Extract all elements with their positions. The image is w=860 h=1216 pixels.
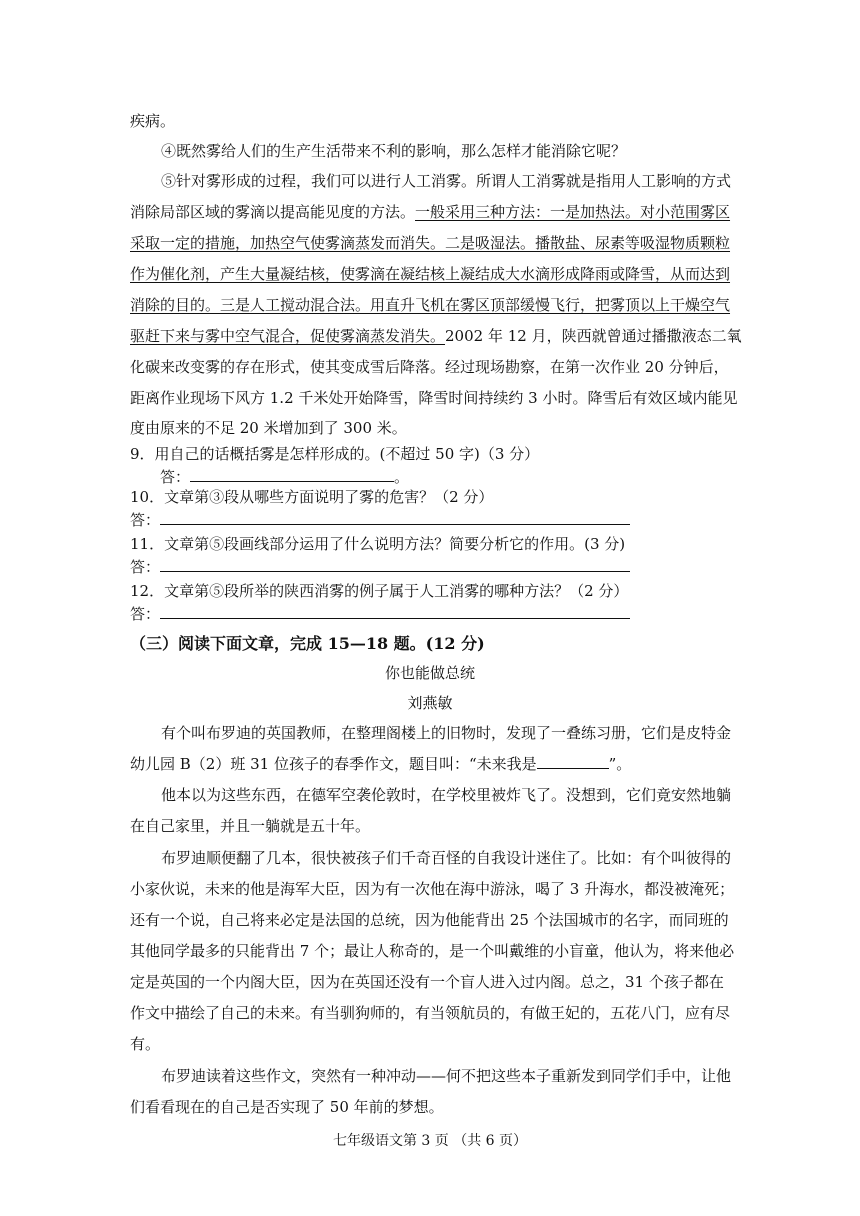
answer-label: 答： bbox=[130, 511, 161, 529]
story-para-3-line-6: 作文中描绘了自己的未来。有当驯狗师的，有当领航员的，有做王妃的，五花八门，应有尽 bbox=[130, 1004, 731, 1022]
answer-label: 答： bbox=[130, 605, 161, 623]
answer-label: 答： bbox=[160, 468, 191, 486]
page-footer: 七年级语文第 3 页 （共 6 页） bbox=[332, 1133, 528, 1149]
answer-blank[interactable] bbox=[160, 510, 630, 525]
question-10-answer bbox=[130, 510, 630, 530]
underlined-passage-line-4: 作为催化剂，产生大量凝结核，使雾滴在凝结核上凝结成大水滴形成降雨或降雪，从而达到 bbox=[130, 265, 731, 283]
story-para-3-line-5: 定是英国的一个内阁大臣，因为在英国还没有一个盲人进入过内阁。总之，31 个孩子都在 bbox=[130, 973, 724, 991]
question-11: 11．文章第⑤段画线部分运用了什么说明方法？简要分析它的作用。(3 分) bbox=[130, 535, 626, 553]
story-para-3-line-3: 还有一个说，自己将来必定是法国的总统，因为他能背出 25 个法国城市的名字，而同班的 bbox=[130, 911, 729, 929]
title-fill-blank[interactable] bbox=[537, 754, 609, 769]
section-3-heading: （三）阅读下面文章，完成 15—18 题。(12 分) bbox=[130, 634, 485, 653]
paragraph-5-line-2 bbox=[130, 202, 730, 222]
story-para-4-line-1: 布罗迪读着这些作文，突然有一种冲动——何不把这些本子重新发到同学们手中，让他 bbox=[161, 1067, 732, 1085]
question-9-answer bbox=[160, 467, 409, 487]
story-para-3-line-7: 有。 bbox=[130, 1035, 161, 1053]
story-para-1-line-2 bbox=[130, 754, 631, 774]
answer-label: 答： bbox=[130, 558, 161, 576]
story-para-1-text: 幼儿园 B（2）班 31 位孩子的春季作文，题目叫：“未来我是 bbox=[130, 755, 537, 773]
story-para-4-line-2: 们看看现在的自己是否实现了 50 年前的梦想。 bbox=[130, 1098, 444, 1116]
question-12: 12．文章第⑤段所举的陕西消雾的例子属于人工消雾的哪种方法？（2 分） bbox=[130, 582, 629, 600]
story-para-1-quote-end: ”。 bbox=[608, 755, 632, 773]
paragraph-5-line-6-plain: 2002 年 12 月，陕西就曾通过播撒液态二氧 bbox=[445, 327, 742, 345]
question-9: 9．用自己的话概括雾是怎样形成的。(不超过 50 字)（3 分） bbox=[130, 445, 540, 463]
paragraph-5-line-8: 距离作业现场下风方 1.2 千米处开始降雪，降雪时间持续约 3 小时。降雪后有效区域内能见 bbox=[130, 389, 738, 407]
question-12-answer bbox=[130, 604, 630, 624]
paragraph-5-line-2-plain: 消除局部区域的雾滴以提高能见度的方法。 bbox=[130, 203, 416, 221]
story-para-2-line-1: 他本以为这些东西，在德军空袭伦敦时，在学校里被炸飞了。没想到，它们竟安然地躺 bbox=[161, 786, 732, 804]
story-para-2-line-2: 在自己家里，并且一躺就是五十年。 bbox=[130, 817, 371, 835]
paragraph-5-line-6 bbox=[130, 326, 742, 346]
paragraph-5-line-7: 化碳来改变雾的存在形式，使其变成雪后降落。经过现场勘察，在第一次作业 20 分钟后， bbox=[130, 358, 729, 376]
question-11-answer bbox=[130, 557, 630, 577]
question-10: 10．文章第③段从哪些方面说明了雾的危害？（2 分） bbox=[130, 488, 494, 506]
underlined-passage-end: 驱赶下来与雾中空气混合，促使雾滴蒸发消失。 bbox=[130, 327, 446, 345]
answer-end-mark: 。 bbox=[394, 468, 410, 486]
underlined-passage-start: 一般采用三种方法：一是加热法。对小范围雾区 bbox=[415, 203, 731, 221]
article-title: 你也能做总统 bbox=[384, 664, 475, 682]
story-para-3-line-4: 其他同学最多的只能背出 7 个；最让人称奇的，是一个叫戴维的小盲童，他认为，将来他必 bbox=[130, 942, 735, 960]
paragraph-3-end: 疾病。 bbox=[130, 112, 176, 130]
answer-blank[interactable] bbox=[160, 557, 630, 572]
answer-blank[interactable] bbox=[160, 604, 630, 619]
story-para-3-line-1: 布罗迪顺便翻了几本，很快被孩子们千奇百怪的自我设计迷住了。比如：有个叫彼得的 bbox=[161, 849, 732, 867]
paragraph-4: ④既然雾给人们的生产生活带来不利的影响，那么怎样才能消除它呢？ bbox=[161, 142, 627, 160]
paragraph-5-line-9: 度由原来的不足 20 米增加到了 300 米。 bbox=[130, 419, 407, 437]
paragraph-5-line-1: ⑤针对雾形成的过程，我们可以进行人工消雾。所谓人工消雾就是指用人工影响的方式 bbox=[161, 172, 732, 190]
underlined-passage-line-5: 消除的目的。三是人工搅动混合法。用直升飞机在雾区顶部缓慢飞行，把雾顶以上干燥空气 bbox=[130, 296, 731, 314]
article-author: 刘燕敏 bbox=[407, 694, 453, 712]
story-para-3-line-2: 小家伙说，未来的他是海军大臣，因为有一次他在海中游泳，喝了 3 升海水，都没被淹死； bbox=[130, 880, 735, 898]
story-para-1-line-1: 有个叫布罗迪的英国教师，在整理阁楼上的旧物时，发现了一叠练习册，它们是皮特金 bbox=[161, 724, 732, 742]
answer-blank[interactable] bbox=[190, 467, 394, 482]
underlined-passage-line-3: 采取一定的措施，加热空气使雾滴蒸发而消失。二是吸湿法。播散盐、尿素等吸湿物质颗粒 bbox=[130, 234, 731, 252]
